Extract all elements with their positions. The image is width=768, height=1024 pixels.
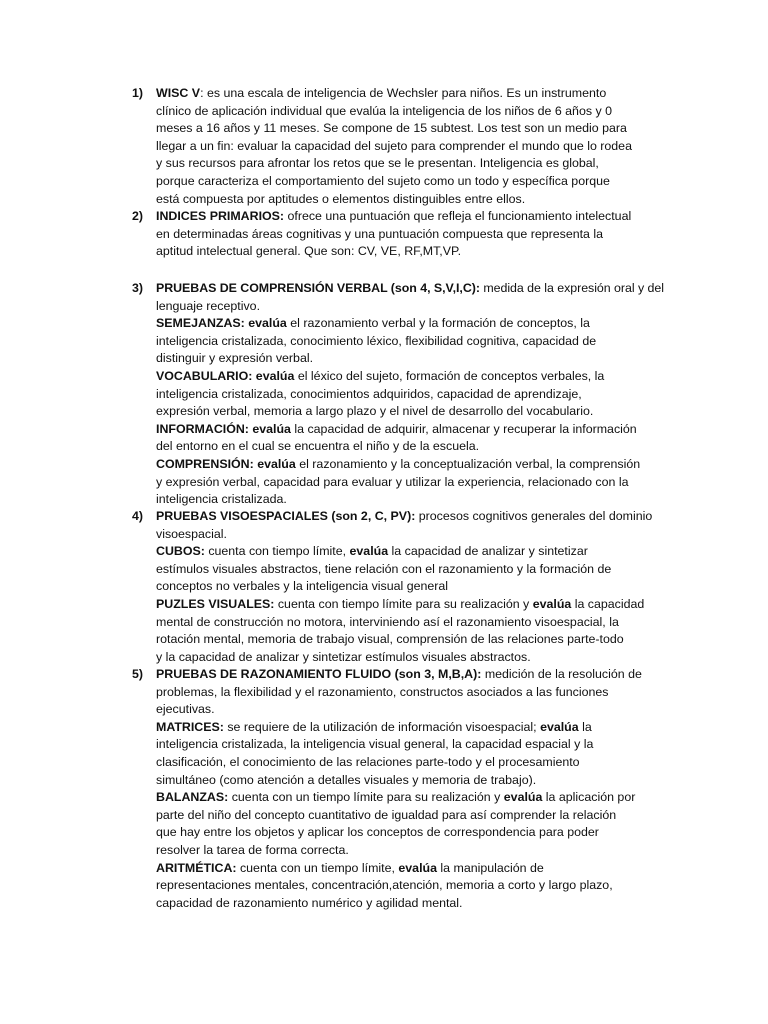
- text-segment: visoespacial.: [156, 526, 227, 541]
- bold-term: SEMEJANZAS: evalúa: [156, 316, 287, 331]
- text-segment: lenguaje receptivo.: [156, 298, 261, 313]
- list-item-comprension-verbal: [132, 280, 664, 509]
- text-line: [156, 438, 664, 456]
- list-item-text: [156, 280, 664, 509]
- text-segment: cuenta con un tiempo límite,: [236, 860, 399, 875]
- list-item-text: [156, 85, 664, 208]
- bold-term: evalúa: [349, 544, 389, 559]
- text-segment: ofrece una puntuación que refleja el funcionamiento intelectual: [284, 209, 632, 223]
- text-line: [156, 491, 664, 509]
- text-line: [156, 543, 664, 561]
- text-line: [156, 386, 664, 404]
- bold-term: PRUEBAS DE RAZONAMIENTO FLUIDO (son 3, M,B,A):: [156, 667, 482, 681]
- bold-term: CUBOS:: [156, 544, 205, 559]
- text-segment: la capacidad de analizar y sintetizar: [388, 544, 588, 559]
- text-segment: cuenta con un tiempo límite para su realización y: [228, 790, 504, 805]
- text-segment: resolver la tarea de forma correcta.: [156, 842, 349, 857]
- text-line: [156, 138, 664, 156]
- text-segment: rotación mental, memoria de trabajo visual, comprensión de las relaciones parte-todo: [156, 632, 624, 647]
- text-line: [156, 631, 664, 649]
- text-line: [156, 173, 664, 191]
- text-segment: estímulos visuales abstractos, tiene relación con el razonamiento y la formación de: [156, 561, 612, 576]
- bold-term: MATRICES:: [156, 719, 224, 734]
- list-item-text: [156, 666, 664, 912]
- text-line: [156, 226, 664, 244]
- text-line: [156, 526, 664, 544]
- text-line: [156, 85, 664, 103]
- list-item-razonamiento-fluido: [132, 666, 664, 912]
- text-segment: en determinadas áreas cognitivas y una puntuación compuesta que representa la: [156, 226, 604, 241]
- text-segment: del entorno en el cual se encuentra el niño y de la escuela.: [156, 439, 480, 454]
- list-item-text: [156, 508, 664, 666]
- bold-term: ARITMÉTICA:: [156, 860, 237, 875]
- text-line: [156, 474, 664, 492]
- text-line: [156, 333, 664, 351]
- text-line: [156, 666, 664, 684]
- list-number: 1): [132, 86, 144, 100]
- text-segment: medida de la expresión oral y del: [479, 281, 664, 295]
- text-line: [156, 368, 664, 386]
- text-segment: que hay entre los objetos y aplicar los conceptos de correspondencia para poder: [156, 825, 599, 840]
- text-segment: simultáneo (como atención a detalles visuales y memoria de trabajo).: [156, 772, 537, 787]
- text-line: [156, 243, 664, 261]
- text-line: [156, 649, 664, 667]
- bold-term: evalúa: [540, 719, 579, 734]
- bold-term: evalúa: [503, 790, 543, 805]
- text-line: [156, 772, 664, 790]
- bold-term: PUZLES VISUALES:: [156, 596, 275, 611]
- text-segment: la capacidad de adquirir, almacenar y recuperar la información: [290, 421, 637, 436]
- text-line: [156, 719, 664, 737]
- text-line: [156, 208, 664, 226]
- text-line: [156, 701, 664, 719]
- text-line: [156, 596, 664, 614]
- bold-term: INDICES PRIMARIOS:: [156, 209, 285, 223]
- list-item-text: [156, 208, 664, 261]
- text-segment: representaciones mentales, concentración,atención, memoria a corto y largo plazo,: [156, 878, 613, 893]
- text-line: [156, 736, 664, 754]
- text-segment: procesos cognitivos generales del dominio: [415, 509, 653, 523]
- list-item-indices-primarios: [132, 208, 664, 261]
- text-line: [156, 684, 664, 702]
- text-line: [156, 120, 664, 138]
- text-line: [156, 508, 664, 526]
- list-number: 4): [132, 509, 144, 523]
- text-segment: la manipulación de: [436, 860, 544, 875]
- text-segment: llegar a un fin: evaluar la capacidad del sujeto para comprender el mundo que lo rodea: [156, 138, 632, 153]
- text-segment: clasificación, el conocimiento de las relaciones parte-todo y el procesamiento: [156, 754, 580, 769]
- text-segment: y la capacidad de analizar y sintetizar estímulos visuales abstractos.: [156, 649, 531, 664]
- text-segment: : es una escala de inteligencia de Wechsler para niños. Es un instrumento: [200, 86, 607, 100]
- text-line: [156, 614, 664, 632]
- text-segment: expresión verbal, memoria a largo plazo y el nivel de desarrollo del vocabulario.: [156, 404, 594, 419]
- text-segment: cuenta con tiempo límite,: [204, 544, 350, 559]
- text-line: [156, 877, 664, 895]
- text-line: [156, 561, 664, 579]
- text-segment: medición de la resolución de: [481, 667, 642, 681]
- text-segment: distinguir y expresión verbal.: [156, 351, 314, 366]
- text-line: [156, 298, 664, 316]
- text-segment: está compuesta por aptitudes o elementos distinguibles entre ellos.: [156, 191, 526, 206]
- list-number: 5): [132, 667, 144, 681]
- text-line: [156, 578, 664, 596]
- bold-term: WISC V: [156, 86, 201, 100]
- bold-term: COMPRENSIÓN: evalúa: [156, 456, 296, 471]
- text-segment: mental de construcción no motora, interviniendo así el razonamiento visoespacial, la: [156, 614, 619, 629]
- text-line: [156, 456, 664, 474]
- text-segment: se requiere de la utilización de información visoespacial;: [223, 719, 541, 734]
- text-line: [156, 895, 664, 913]
- text-line: [156, 280, 664, 298]
- text-segment: inteligencia cristalizada, la inteligencia visual general, la capacidad espacial y la: [156, 737, 594, 752]
- text-segment: la capacidad: [571, 596, 645, 611]
- text-segment: cuenta con tiempo límite para su realización y: [274, 596, 533, 611]
- text-line: [156, 191, 664, 209]
- text-segment: problemas, la flexibilidad y el razonamiento, constructos asociados a las funciones: [156, 684, 609, 699]
- text-segment: meses a 16 años y 11 meses. Se compone de 15 subtest. Los test son un medio para: [156, 121, 627, 136]
- list-number: 3): [132, 281, 144, 295]
- text-line: [156, 155, 664, 173]
- text-line: [156, 860, 664, 878]
- list-number: 2): [132, 209, 144, 223]
- text-line: [156, 315, 664, 333]
- list-item-visoespaciales: [132, 508, 664, 666]
- text-segment: parte del niño del concepto cuantitativo de igualdad para así comprender la relación: [156, 807, 617, 822]
- text-line: [156, 754, 664, 772]
- text-line: [156, 807, 664, 825]
- bold-term: PRUEBAS VISOESPACIALES (son 2, C, PV):: [156, 509, 416, 523]
- text-segment: el razonamiento verbal y la formación de conceptos, la: [286, 316, 590, 331]
- text-segment: conceptos no verbales y la inteligencia visual general: [156, 579, 449, 594]
- text-line: [156, 824, 664, 842]
- text-segment: inteligencia cristalizada, conocimiento léxico, flexibilidad cognitiva, capacidad de: [156, 333, 597, 348]
- text-line: [156, 421, 664, 439]
- text-segment: y expresión verbal, capacidad para evaluar y utilizar la experiencia, relacionado con la: [156, 474, 629, 489]
- text-line: [156, 103, 664, 121]
- text-segment: la aplicación por: [542, 790, 636, 805]
- text-segment: y sus recursos para afrontar los retos que se le presentan. Inteligencia es global,: [156, 156, 599, 171]
- bold-term: evalúa: [398, 860, 437, 875]
- bold-term: INFORMACIÓN: evalúa: [156, 421, 291, 436]
- list-item-wisc-v: [132, 85, 664, 208]
- bold-term: PRUEBAS DE COMPRENSIÓN VERBAL (son 4, S,V,I,C):: [156, 281, 480, 295]
- text-line: [156, 350, 664, 368]
- text-segment: capacidad de razonamiento numérico y agilidad mental.: [156, 895, 463, 910]
- text-segment: el razonamiento y la conceptualización verbal, la comprensión: [295, 456, 641, 471]
- text-segment: la: [578, 719, 592, 734]
- text-segment: porque caracteriza el comportamiento del sujeto como un todo y específica porque: [156, 173, 610, 188]
- bold-term: BALANZAS:: [156, 790, 229, 805]
- text-line: [156, 842, 664, 860]
- bold-term: VOCABULARIO: evalúa: [156, 368, 295, 383]
- text-segment: inteligencia cristalizada.: [156, 492, 287, 507]
- text-line: [156, 789, 664, 807]
- text-segment: aptitud intelectual general. Que son: CV, VE, RF,MT,VP.: [156, 244, 462, 259]
- text-segment: inteligencia cristalizada, conocimientos adquiridos, capacidad de aprendizaje,: [156, 386, 582, 401]
- bold-term: evalúa: [532, 596, 572, 611]
- text-segment: el léxico del sujeto, formación de conceptos verbales, la: [294, 368, 605, 383]
- text-segment: clínico de aplicación individual que evalúa la inteligencia de los niños de 6 años y 0: [156, 103, 613, 118]
- text-segment: ejecutivas.: [156, 702, 215, 717]
- text-line: [156, 403, 664, 421]
